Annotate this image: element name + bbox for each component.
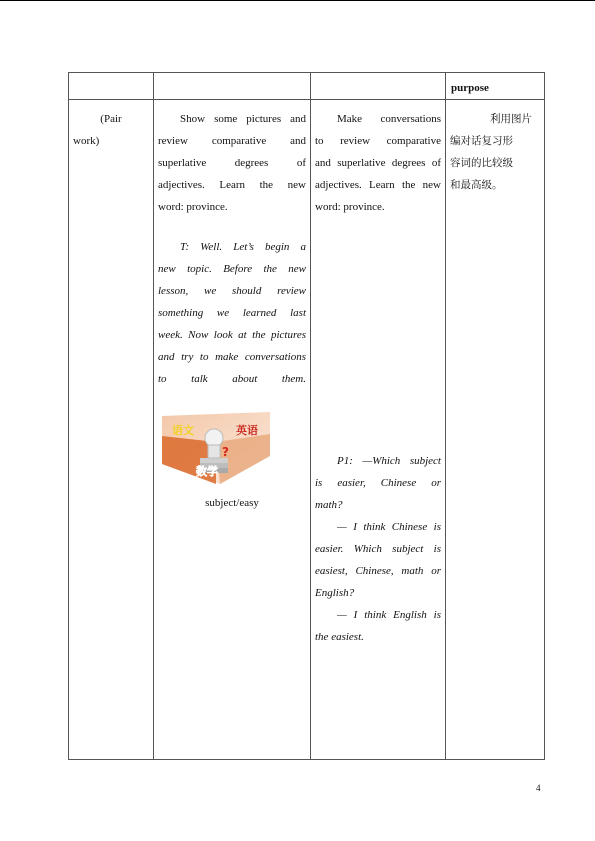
purpose-line: 和最高级。 bbox=[450, 179, 503, 191]
teacher-script-line: T: Well. Let’s begin a bbox=[180, 241, 306, 253]
content-row bbox=[69, 100, 545, 760]
students-cell bbox=[311, 100, 446, 760]
subjects-illustration bbox=[162, 412, 270, 484]
teacher-script-line: and try to make conversations bbox=[158, 351, 306, 363]
dialogue-line: easiest, Chinese, math or bbox=[315, 565, 441, 577]
teacher-intro-line: Show some pictures and bbox=[180, 113, 306, 125]
figure-icon bbox=[208, 445, 220, 458]
activity-cell bbox=[69, 100, 154, 760]
dialogue-line: math? bbox=[315, 499, 343, 511]
students-intro-line: to review comparative bbox=[315, 135, 441, 147]
header-row bbox=[69, 73, 545, 100]
purpose-line: 编对话复习形 bbox=[450, 135, 513, 147]
teacher-intro-line: review comparative and bbox=[158, 135, 306, 147]
purpose-cell bbox=[446, 100, 545, 760]
dialogue-line: English? bbox=[315, 587, 355, 599]
teacher-script-line: lesson, we should review bbox=[158, 285, 306, 297]
dialogue-line: — I think Chinese is bbox=[337, 521, 441, 533]
figure-icon bbox=[205, 429, 223, 447]
teacher-intro-line: adjectives. Learn the new bbox=[158, 179, 306, 191]
purpose-line: 容词的比较级 bbox=[450, 157, 513, 169]
top-rule bbox=[0, 0, 595, 1]
dialogue-line: — I think English is bbox=[337, 609, 441, 621]
teacher-script-line: new topic. Before the new bbox=[158, 263, 306, 275]
header-cell-students bbox=[311, 73, 446, 100]
header-cell-activity bbox=[69, 73, 154, 100]
illustration-question-mark: ? bbox=[222, 445, 229, 459]
teacher-cell bbox=[154, 100, 311, 760]
teacher-script-line: to talk about them. bbox=[158, 373, 306, 385]
illustration-caption: subject/easy bbox=[205, 497, 259, 509]
students-intro-line: adjectives. Learn the new bbox=[315, 179, 441, 191]
students-intro-line: and superlative degrees of bbox=[315, 157, 441, 169]
students-intro-line: Make conversations bbox=[337, 113, 441, 125]
activity-line-2: work) bbox=[73, 135, 100, 147]
header-cell-teacher bbox=[154, 73, 311, 100]
page-number: 4 bbox=[536, 783, 541, 793]
header-purpose: purpose bbox=[446, 73, 545, 100]
dialogue-line: P1: —Which subject bbox=[337, 455, 441, 467]
students-intro-line: word: province. bbox=[315, 201, 385, 213]
dialogue-line: is easier, Chinese or bbox=[315, 477, 441, 489]
illustration-label-math: 数学 bbox=[196, 465, 218, 478]
illustration-label-chinese: 语文 bbox=[172, 424, 194, 437]
lesson-table bbox=[68, 72, 545, 760]
dialogue-line: easier. Which subject is bbox=[315, 543, 441, 555]
teacher-intro-line: superlative degrees of bbox=[158, 157, 306, 169]
illustration-label-english: 英语 bbox=[236, 424, 258, 437]
purpose-line: 利用图片 bbox=[490, 113, 532, 125]
teacher-script-line: something we learned last bbox=[158, 307, 306, 319]
dialogue-line: the easiest. bbox=[315, 631, 364, 643]
activity-line-1: (Pair bbox=[100, 113, 122, 125]
teacher-script-line: week. Now look at the pictures bbox=[158, 329, 306, 341]
teacher-intro-line: word: province. bbox=[158, 201, 228, 213]
